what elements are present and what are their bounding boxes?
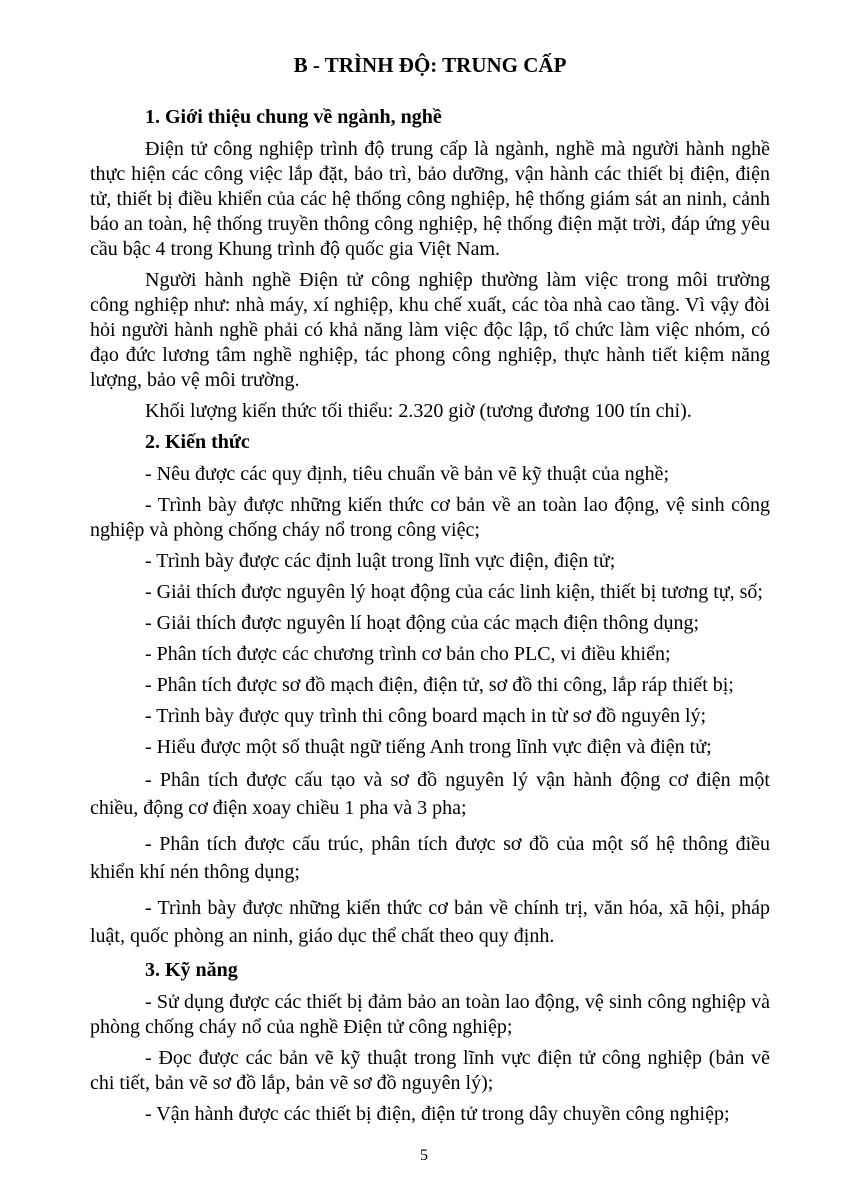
list-item: - Hiểu được một số thuật ngữ tiếng Anh trong lĩnh vực điện và điện tử;: [145, 736, 712, 758]
list-item: - Nêu được các quy định, tiêu chuẩn về bản vẽ kỹ thuật của nghề;: [145, 463, 670, 485]
section-kien-thuc: [90, 430, 770, 950]
list-item: - Sử dụng được các thiết bị đảm bảo an toàn lao động, vệ sinh công nghiệp và phòng chống cháy nổ của nghề Điện tử công nghiệp;: [90, 991, 770, 1038]
list-item: - Phân tích được các chương trình cơ bản cho PLC, vi điều khiển;: [145, 643, 671, 665]
section-ky-nang: [90, 958, 770, 1127]
paragraph: Người hành nghề Điện tử công nghiệp thường làm việc trong môi trường công nghiệp như: nhà máy, xí nghiệp, khu chế xuất, các tòa nhà cao tầng. Vì vậy đòi hỏi người hành nghề phải có khả năng làm việc độc lập, tổ chức làm việc nhóm, có đạo đức lương tâm nghề nghiệp, tác phong công nghiệp, thực hành tiết kiệm năng lượng, bảo vệ môi trường.: [90, 269, 770, 391]
list-item: - Giải thích được nguyên lý hoạt động của các linh kiện, thiết bị tương tự, số;: [145, 581, 763, 603]
section-heading-kien-thuc: 2. Kiến thức: [145, 431, 250, 453]
list-item: - Vận hành được các thiết bị điện, điện tử trong dây chuyền công nghiệp;: [145, 1103, 730, 1125]
section-gioi-thieu: [90, 105, 770, 424]
list-item: - Phân tích được sơ đồ mạch điện, điện tử, sơ đồ thi công, lắp ráp thiết bị;: [145, 674, 734, 696]
list-item: - Phân tích được cấu trúc, phân tích được sơ đồ của một số hệ thông điều khiển khí nén thông dụng;: [90, 833, 770, 883]
list-item: - Trình bày được các định luật trong lĩnh vực điện, điện tử;: [145, 550, 616, 572]
list-item: - Trình bày được quy trình thi công board mạch in từ sơ đồ nguyên lý;: [145, 705, 707, 727]
list-item: - Trình bày được những kiến thức cơ bản về an toàn lao động, vệ sinh công nghiệp và phòng chống cháy nổ trong công việc;: [90, 494, 770, 541]
paragraph: Điện tử công nghiệp trình độ trung cấp là ngành, nghề mà người hành nghề thực hiện các công việc lắp đặt, bảo trì, bảo dưỡng, vận hành các thiết bị điện, điện tử, thiết bị điều khiển của các hệ thống công nghiệp, hệ thống giám sát an ninh, cảnh báo an toàn, hệ thống truyền thông công nghiệp, hệ thống điện mặt trời, đáp ứng yêu cầu bậc 4 trong Khung trình độ quốc gia Việt Nam.: [90, 138, 770, 260]
list-item: - Đọc được các bản vẽ kỹ thuật trong lĩnh vực điện tử công nghiệp (bản vẽ chi tiết, bản vẽ sơ đồ lắp, bản vẽ sơ đồ nguyên lý);: [90, 1047, 770, 1094]
paragraph: Khối lượng kiến thức tối thiểu: 2.320 giờ (tương đương 100 tín chỉ).: [145, 400, 692, 422]
list-item: - Phân tích được cấu tạo và sơ đồ nguyên lý vận hành động cơ điện một chiều, động cơ điện xoay chiều 1 pha và 3 pha;: [90, 769, 770, 819]
section-heading-ky-nang: 3. Kỹ năng: [145, 959, 238, 981]
page-number: 5: [420, 1147, 428, 1164]
document-title: B - TRÌNH ĐỘ: TRUNG CẤP: [293, 53, 567, 77]
section-heading-gioi-thieu: 1. Giới thiệu chung về ngành, nghề: [145, 106, 442, 128]
list-item: - Trình bày được những kiến thức cơ bản về chính trị, văn hóa, xã hội, pháp luật, quốc phòng an ninh, giáo dục thể chất theo quy định.: [90, 897, 770, 947]
list-item: - Giải thích được nguyên lí hoạt động của các mạch điện thông dụng;: [145, 612, 700, 634]
